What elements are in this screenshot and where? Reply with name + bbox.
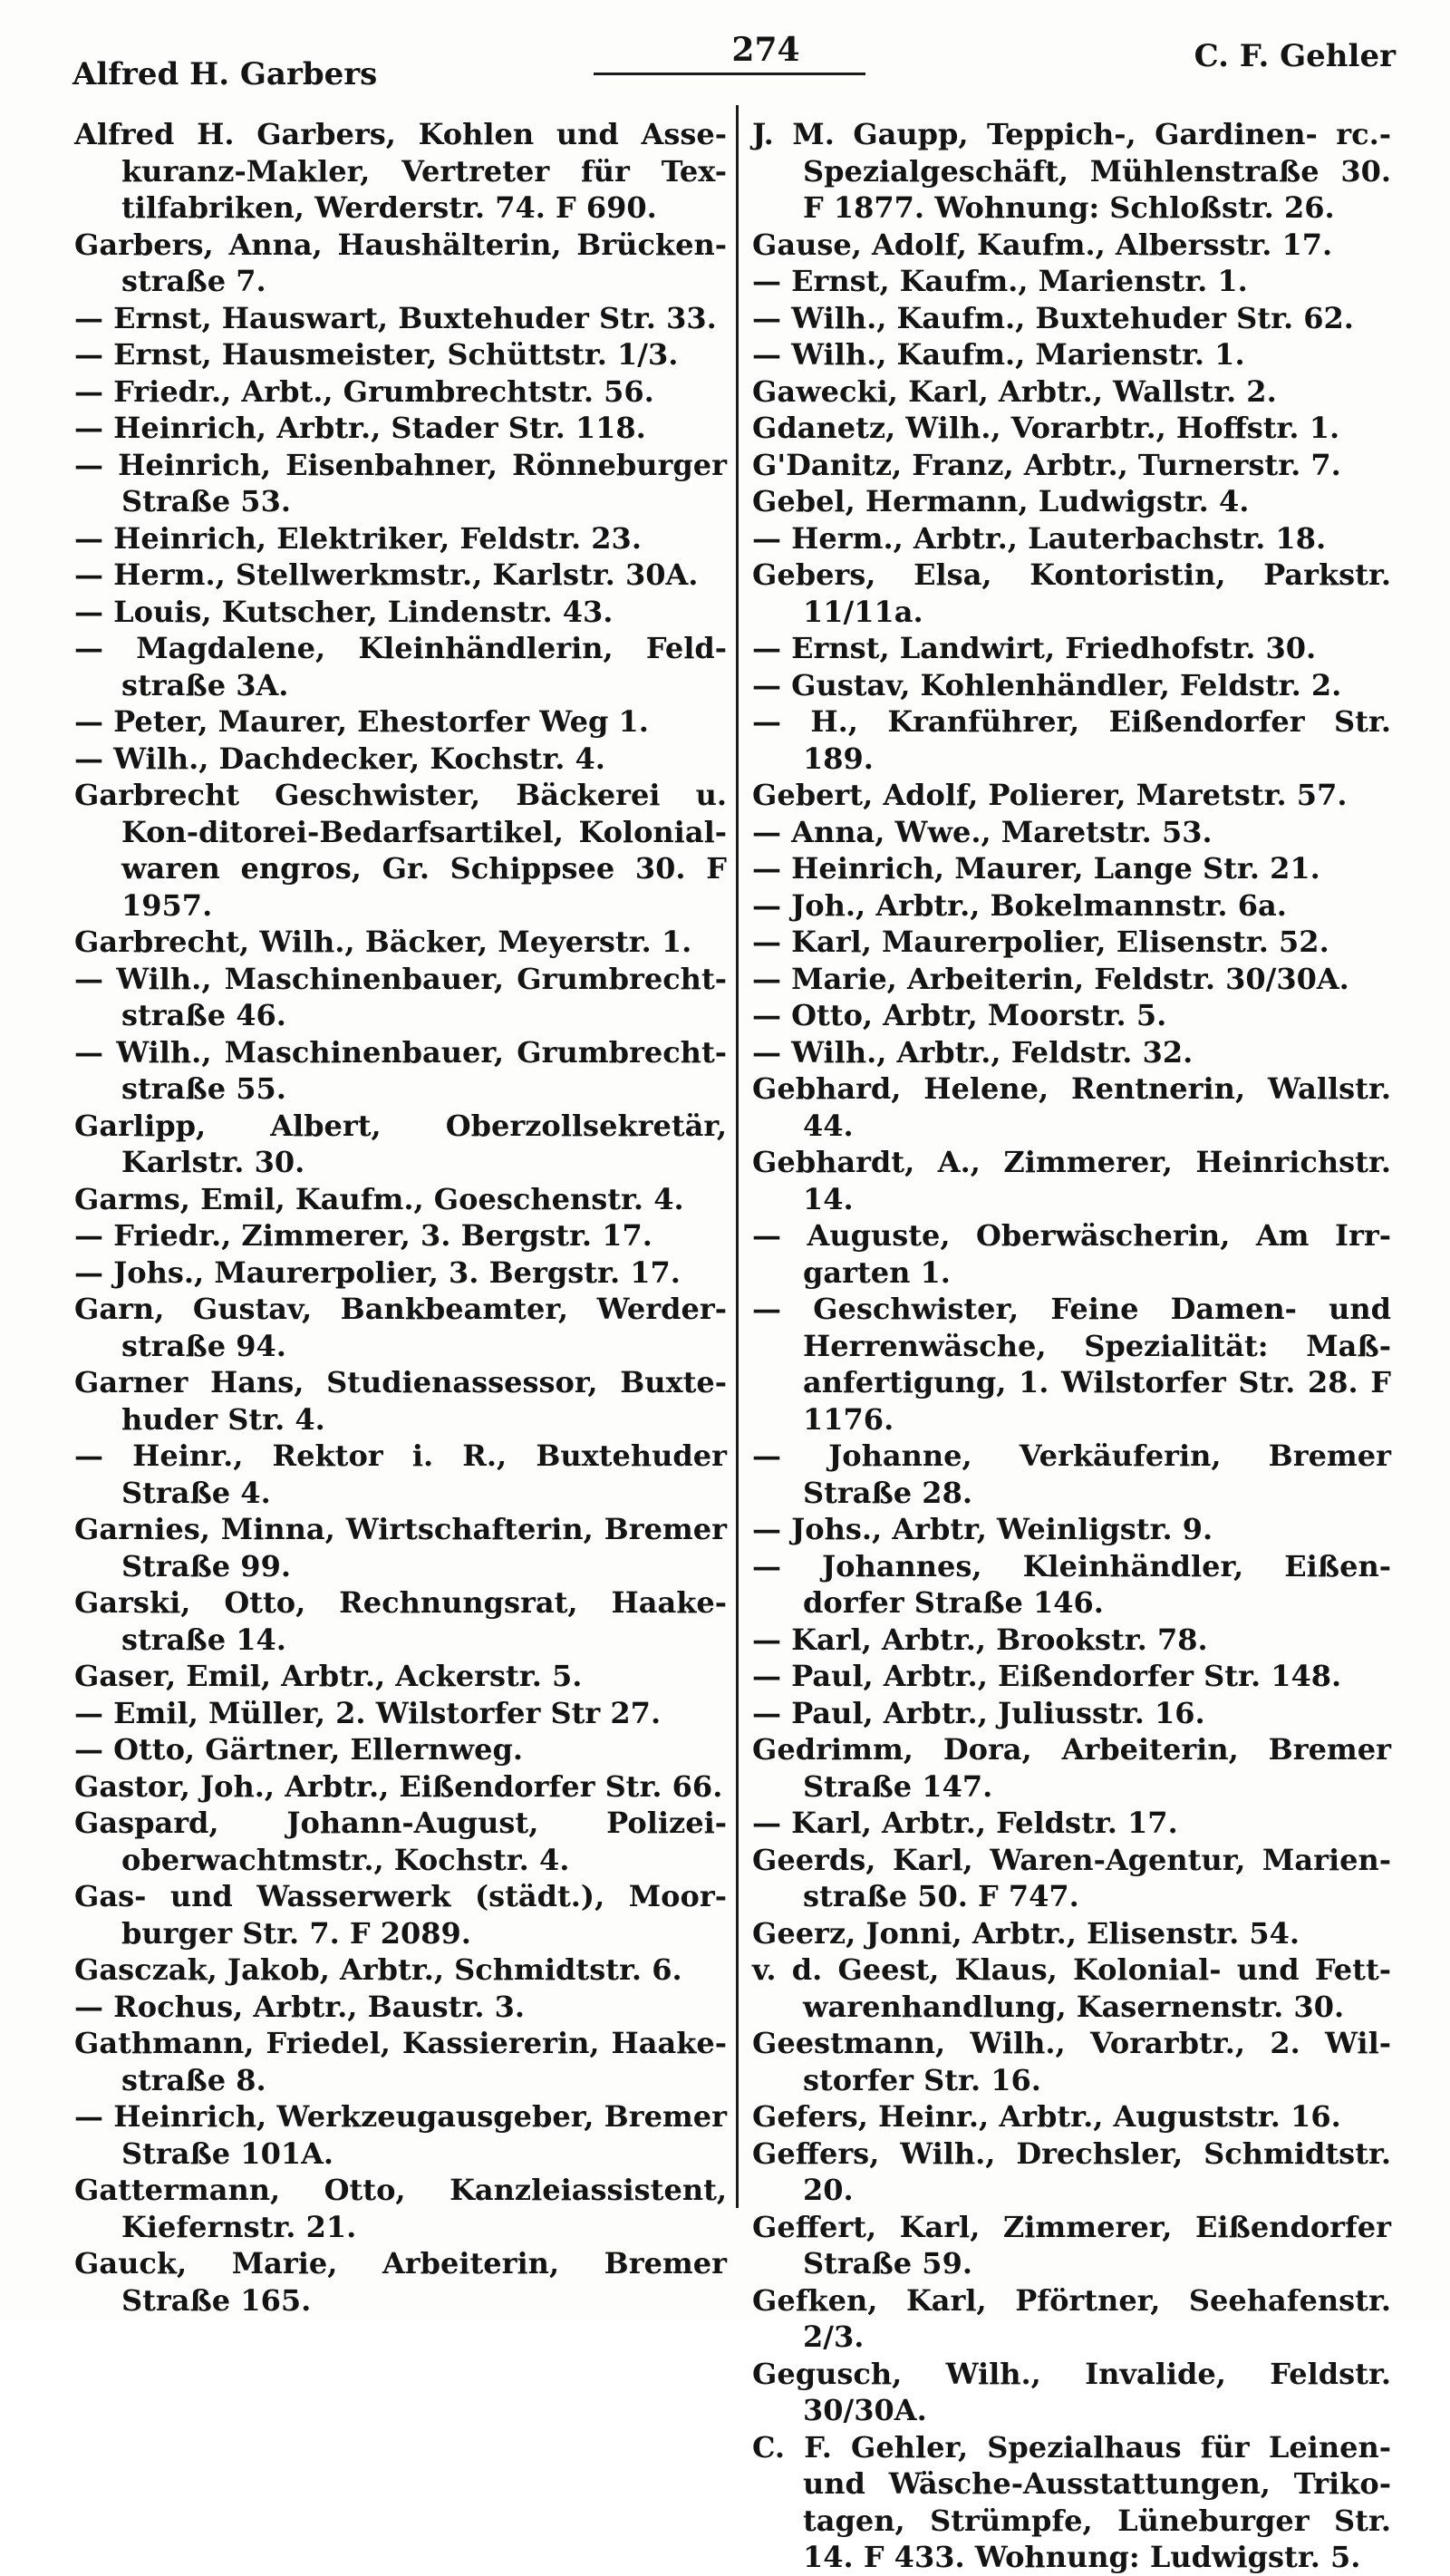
directory-entry: Garn, Gustav, Bankbeamter, Werder-straße 94. bbox=[74, 1292, 727, 1363]
directory-entry: Gas- und Wasserwerk (städt.), Moor-burger Str. 7. F 2089. bbox=[74, 1879, 727, 1951]
directory-entry: — Anna, Wwe., Maretstr. 53. bbox=[752, 814, 1213, 849]
directory-entry: J. M. Gaupp, Teppich-, Gardinen- rc.-Spezialgeschäft, Mühlenstraße 30. F 1877. Wohnung: Schloßstr. 26. bbox=[752, 117, 1391, 225]
directory-entry: Gawecki, Karl, Arbtr., Wallstr. 2. bbox=[752, 373, 1277, 409]
directory-entry: Gastor, Joh., Arbtr., Eißendorfer Str. 66. bbox=[74, 1768, 723, 1804]
directory-entry: Gasczak, Jakob, Arbtr., Schmidtstr. 6. bbox=[74, 1952, 682, 1987]
directory-entry: Geffert, Karl, Zimmerer, Eißendorfer Straße 59. bbox=[752, 2209, 1391, 2281]
directory-entry: — Rochus, Arbtr., Baustr. 3. bbox=[74, 1989, 526, 2024]
directory-entry: Gaser, Emil, Arbtr., Ackerstr. 5. bbox=[74, 1659, 583, 1693]
directory-entry: v. d. Geest, Klaus, Kolonial- und Fett-warenhandlung, Kasernenstr. 30. bbox=[752, 1952, 1391, 2024]
directory-entry: Gause, Adolf, Kaufm., Albersstr. 17. bbox=[752, 227, 1333, 262]
directory-entry: Gattermann, Otto, Kanzleiassistent, Kiefernstr. 21. bbox=[74, 2173, 727, 2244]
directory-entry: — Karl, Arbtr., Brookstr. 78. bbox=[752, 1622, 1208, 1657]
running-head-left: Alfred H. Garbers bbox=[72, 56, 378, 92]
header-rule bbox=[594, 73, 865, 75]
directory-entry: C. F. Gehler, Spezialhaus für Leinen- und Wäsche-Ausstattungen, Triko-tagen, Strümpfe, Lüneburger Str. 14. F 433. Wohnung: Ludwigstr. 5. bbox=[752, 2429, 1391, 2574]
directory-entry: Garms, Emil, Kaufm., Goeschenstr. 4. bbox=[74, 1181, 684, 1216]
directory-entry: — Heinrich, Elektriker, Feldstr. 23. bbox=[74, 520, 642, 556]
directory-entry: — Marie, Arbeiterin, Feldstr. 30/30A. bbox=[752, 961, 1349, 996]
directory-entry: Gedrimm, Dora, Arbeiterin, Bremer Straße 147. bbox=[752, 1732, 1391, 1804]
right-column bbox=[752, 116, 1391, 2576]
directory-entry: — Louis, Kutscher, Lindenstr. 43. bbox=[74, 594, 614, 629]
running-head-right: C. F. Gehler bbox=[1194, 38, 1396, 74]
directory-entry: Gegusch, Wilh., Invalide, Feldstr. 30/30A. bbox=[752, 2356, 1391, 2427]
page-header bbox=[72, 31, 1396, 103]
directory-entry: Gebhardt, A., Zimmerer, Heinrichstr. 14. bbox=[752, 1145, 1391, 1216]
directory-entry: Garbrecht, Wilh., Bäcker, Meyerstr. 1. bbox=[74, 925, 692, 959]
directory-entry: Gaspard, Johann-August, Polizei-oberwachtmstr., Kochstr. 4. bbox=[74, 1806, 727, 1877]
directory-entry: Geerz, Jonni, Arbtr., Elisenstr. 54. bbox=[752, 1915, 1300, 1951]
directory-entry: — Ernst, Hauswart, Buxtehuder Str. 33. bbox=[74, 300, 717, 335]
directory-entry: — Heinrich, Arbtr., Stader Str. 118. bbox=[74, 411, 646, 445]
directory-entry: — Wilh., Maschinenbauer, Grumbrecht-straße 55. bbox=[74, 1034, 727, 1106]
directory-entry: — Johannes, Kleinhändler, Eißen-dorfer Straße 146. bbox=[752, 1548, 1391, 1620]
directory-entry: — Paul, Arbtr., Juliusstr. 16. bbox=[752, 1695, 1205, 1730]
directory-entry: — Joh., Arbtr., Bokelmannstr. 6a. bbox=[752, 887, 1287, 923]
directory-entry: Gathmann, Friedel, Kassiererin, Haake-straße 8. bbox=[74, 2026, 727, 2097]
directory-entry: — Ernst, Kaufm., Marienstr. 1. bbox=[752, 264, 1248, 298]
directory-entry: — Wilh., Dachdecker, Kochstr. 4. bbox=[74, 741, 605, 776]
directory-entry: — Gustav, Kohlenhändler, Feldstr. 2. bbox=[752, 667, 1342, 702]
directory-entry: — Johanne, Verkäuferin, Bremer Straße 28. bbox=[752, 1438, 1391, 1510]
page-number: 274 bbox=[731, 31, 800, 69]
directory-entry: — Paul, Arbtr., Eißendorfer Str. 148. bbox=[752, 1659, 1342, 1693]
directory-entry: — Karl, Arbtr., Feldstr. 17. bbox=[752, 1806, 1178, 1840]
directory-entry: — Auguste, Oberwäscherin, Am Irr-garten 1. bbox=[752, 1218, 1391, 1290]
directory-entry: — Heinrich, Maurer, Lange Str. 21. bbox=[752, 851, 1320, 886]
directory-entry: — Wilh., Kaufm., Buxtehuder Str. 62. bbox=[752, 300, 1354, 335]
directory-entry: Gebhard, Helene, Rentnerin, Wallstr. 44. bbox=[752, 1071, 1391, 1143]
directory-entry: — Ernst, Landwirt, Friedhofstr. 30. bbox=[752, 631, 1317, 665]
directory-entry: Gefken, Karl, Pförtner, Seehafenstr. 2/3. bbox=[752, 2282, 1391, 2354]
directory-entry: Geestmann, Wilh., Vorarbtr., 2. Wil-storfer Str. 16. bbox=[752, 2026, 1391, 2097]
directory-entry: — Wilh., Arbtr., Feldstr. 32. bbox=[752, 1034, 1194, 1070]
directory-entry: — Ernst, Hausmeister, Schüttstr. 1/3. bbox=[74, 337, 679, 372]
directory-entry: — Heinr., Rektor i. R., Buxtehuder Straße 4. bbox=[74, 1438, 727, 1510]
directory-entry: Gdanetz, Wilh., Vorarbtr., Hoffstr. 1. bbox=[752, 411, 1340, 445]
directory-entry: Garlipp, Albert, Oberzollsekretär, Karlstr. 30. bbox=[74, 1108, 727, 1179]
directory-entry: Garner Hans, Studienassessor, Buxte-huder Str. 4. bbox=[74, 1365, 727, 1437]
directory-entry: — Karl, Maurerpolier, Elisenstr. 52. bbox=[752, 925, 1329, 959]
directory-entry: — Geschwister, Feine Damen- und Herrenwäsche, Spezialität: Maß-anfertigung, 1. Wilstorfer Str. 28. F 1176. bbox=[752, 1292, 1391, 1437]
directory-entry: Geerds, Karl, Waren-Agentur, Marien-straße 50. F 747. bbox=[752, 1842, 1391, 1913]
directory-entry: Geffers, Wilh., Drechsler, Schmidtstr. 20. bbox=[752, 2135, 1391, 2207]
directory-entry: — Otto, Gärtner, Ellernweg. bbox=[74, 1732, 523, 1767]
directory-entry: Garbrecht Geschwister, Bäckerei u. Kon-ditorei-Bedarfsartikel, Kolonial-waren engros, Gr. Schippsee 30. F 1957. bbox=[74, 778, 727, 923]
directory-entry: — Emil, Müller, 2. Wilstorfer Str 27. bbox=[74, 1695, 662, 1730]
directory-entry: Garski, Otto, Rechnungsrat, Haake-straße 14. bbox=[74, 1585, 727, 1657]
directory-entry: — Herm., Stellwerkmstr., Karlstr. 30A. bbox=[74, 557, 699, 592]
directory-entry: — Heinrich, Werkzeugausgeber, Bremer Straße 101A. bbox=[74, 2099, 727, 2171]
directory-entry: Gebert, Adolf, Polierer, Maretstr. 57. bbox=[752, 778, 1348, 812]
directory-entry: Gauck, Marie, Arbeiterin, Bremer Straße 165. bbox=[74, 2246, 727, 2318]
directory-entry: — Magdalene, Kleinhändlerin, Feld-straße 3A. bbox=[74, 631, 727, 702]
directory-entry: — Otto, Arbtr, Moorstr. 5. bbox=[752, 998, 1167, 1032]
directory-entry: Gefers, Heinr., Arbtr., Auguststr. 16. bbox=[752, 2099, 1341, 2134]
directory-entry: — Wilh., Kaufm., Marienstr. 1. bbox=[752, 337, 1245, 372]
directory-entry: G'Danitz, Franz, Arbtr., Turnerstr. 7. bbox=[752, 447, 1341, 482]
column-divider bbox=[736, 105, 739, 2208]
directory-entry: — Wilh., Maschinenbauer, Grumbrecht-straße 46. bbox=[74, 961, 727, 1032]
directory-entry: Garnies, Minna, Wirtschafterin, Bremer Straße 99. bbox=[74, 1512, 727, 1583]
left-column bbox=[74, 116, 727, 2319]
directory-entry: — Peter, Maurer, Ehestorfer Weg 1. bbox=[74, 704, 649, 739]
directory-entry: Alfred H. Garbers, Kohlen und Asse-kuranz-Makler, Vertreter für Tex-tilfabriken, Werderstr. 74. F 690. bbox=[74, 117, 727, 225]
directory-entry: — H., Kranführer, Eißendorfer Str. 189. bbox=[752, 704, 1391, 776]
directory-entry: — Heinrich, Eisenbahner, Rönneburger Straße 53. bbox=[74, 447, 727, 518]
directory-entry: Gebel, Hermann, Ludwigstr. 4. bbox=[752, 484, 1250, 518]
directory-entry: Garbers, Anna, Haushälterin, Brücken-straße 7. bbox=[74, 227, 727, 298]
directory-entry: — Herm., Arbtr., Lauterbachstr. 18. bbox=[752, 520, 1327, 556]
directory-entry: — Friedr., Arbt., Grumbrechtstr. 56. bbox=[74, 373, 654, 409]
directory-entry: — Johs., Maurerpolier, 3. Bergstr. 17. bbox=[74, 1254, 681, 1290]
directory-entry: Gebers, Elsa, Kontoristin, Parkstr. 11/11a. bbox=[752, 557, 1391, 629]
directory-entry: — Friedr., Zimmerer, 3. Bergstr. 17. bbox=[74, 1218, 652, 1253]
directory-entry: — Johs., Arbtr, Weinligstr. 9. bbox=[752, 1512, 1213, 1546]
